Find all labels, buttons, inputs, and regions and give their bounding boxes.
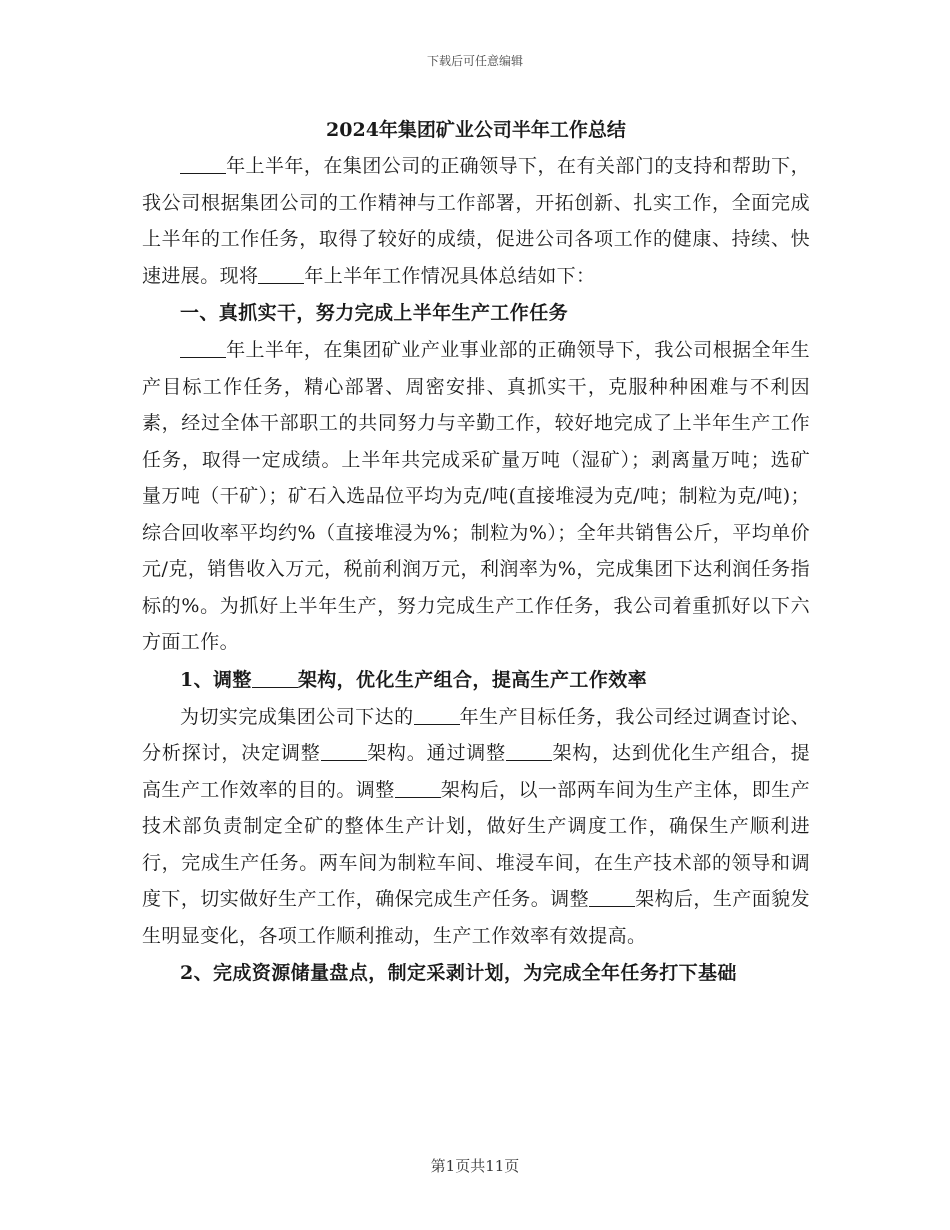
- subsection-heading-1-b: 架构，优化生产组合，提高生产工作效率: [297, 668, 648, 691]
- fill-blank: [321, 741, 367, 761]
- fill-blank: [258, 264, 304, 284]
- subsection-1-text-c: 架构。通过调整: [366, 742, 506, 764]
- fill-blank: [252, 668, 298, 688]
- fill-blank: [414, 705, 460, 725]
- subsection-1-text-a: 为切实完成集团公司下达的: [180, 705, 414, 728]
- section-1-text: 年上半年，在集团矿业产业事业部的正确领导下，我公司根据全年生产目标工作任务，精心部署、周密安排、真抓实干，克服种种困难与不利因素，经过全体干部职工的共同努力与辛勤工作，较好地完成了上半年生产工作任务，取得一定成绩。上半年共完成采矿量万吨（湿矿）；剥离量万吨；选矿量万吨（干矿）；矿石入选品位平均为克/吨(直接堆浸为克/吨；制粒为克/吨)；综合回收率平均约%（直接堆浸为%；制粒为%）；全年共销售公斤，平均单价元/克，销售收入万元，税前利润万元，利润率为%，完成集团下达利润任务指标的%。为抓好上半年生产，努力完成生产工作任务，我公司着重抓好以下六方面工作。: [142, 339, 810, 653]
- fill-blank: [589, 887, 635, 907]
- intro-text-a: 年上半年，在集团公司的正确领导下，在有关部门的支持和帮助下，我公司根据集团公司的工作精神与工作部署，开拓创新、扎实工作，全面完成上半年的工作任务，取得了较好的成绩，促进公司各项工作的健康、持续、快速进展。现将: [142, 155, 810, 287]
- intro-paragraph: [142, 148, 810, 294]
- header-note: 下载后可任意编辑: [426, 54, 523, 68]
- subsection-1-text-e: 架构后，以一部两车间为生产主体，即生产技术部负责制定全矿的整体生产计划，做好生产调度工作，确保生产顺利进行，完成生产任务。两车间为制粒车间、堆浸车间，在生产技术部的领导和调度下，切实做好生产工作，确保完成生产任务。调整: [142, 778, 810, 910]
- subsection-1-text-f: 架构后，生产面貌发生明显变化，各项工作顺利推动，生产工作效率有效提高。: [142, 888, 810, 947]
- document-title: 2024年集团矿业公司半年工作总结: [326, 119, 626, 141]
- subsection-1-text-d: 架构，达到优化生产组合，提高生产工作效率的目的。调整: [142, 742, 810, 801]
- subsection-heading-1-a: 1、调整: [180, 668, 252, 691]
- fill-blank: [180, 338, 226, 358]
- fill-blank: [506, 741, 552, 761]
- section-1-paragraph: [142, 332, 810, 661]
- subsection-1-paragraph: [142, 699, 810, 955]
- fill-blank: [180, 154, 226, 174]
- fill-blank: [395, 778, 441, 798]
- document-body: [142, 112, 810, 992]
- subsection-heading-2: 2、完成资源储量盘点，制定采剥计划，为完成全年任务打下基础: [180, 962, 737, 984]
- subsection-1-text-b: 年生产目标任务，我公司经过调查讨论、分析探讨，决定调整: [142, 705, 811, 764]
- subsection-heading-1: [142, 661, 810, 699]
- page-number-footer: 第1页共11页: [430, 1157, 520, 1175]
- intro-text-b: 年上半年工作情况具体总结如下：: [304, 264, 596, 287]
- section-heading-1: 一、真抓实干，努力完成上半年生产工作任务: [180, 302, 569, 324]
